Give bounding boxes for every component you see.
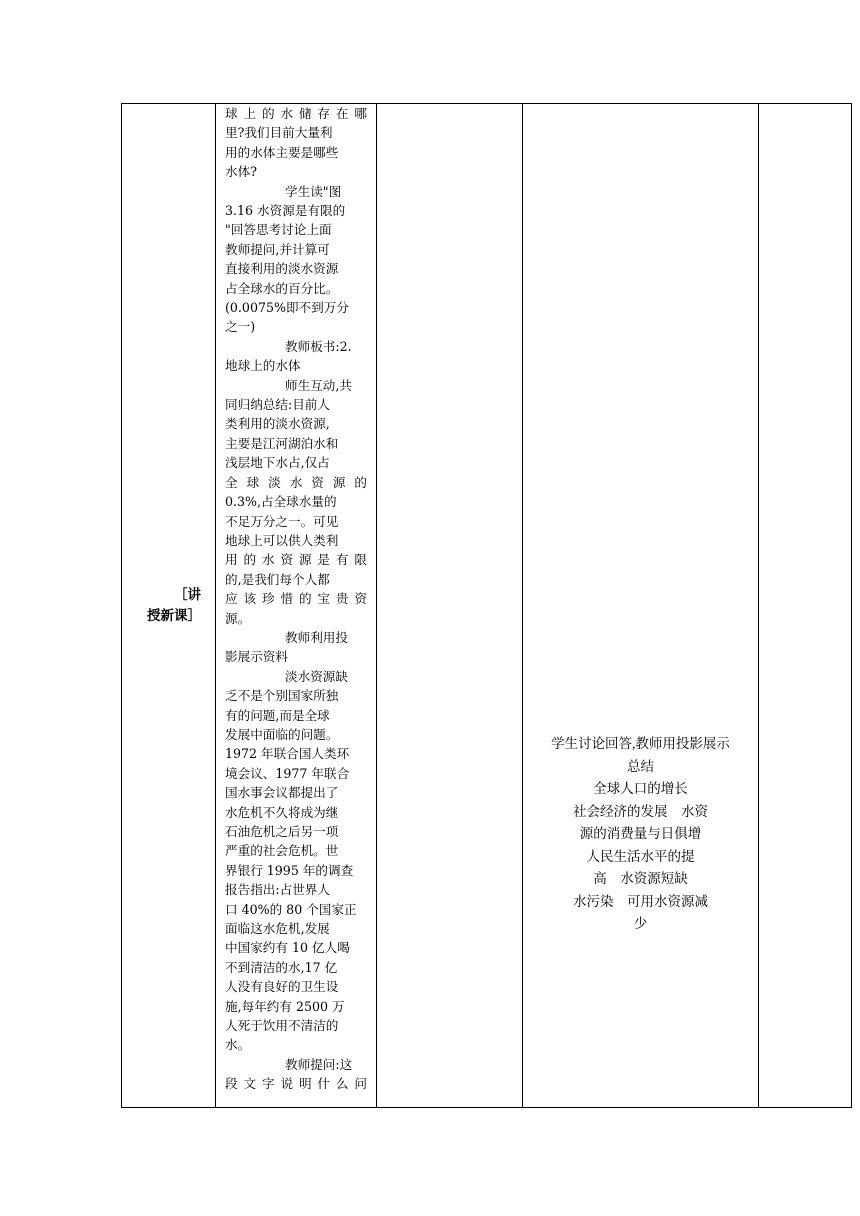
lesson-line: 发展中面临的问题。: [225, 726, 339, 742]
empty-cell: [759, 104, 852, 1108]
lesson-line: 施,每年约有 2500 万: [225, 998, 345, 1014]
lesson-line: 1972 年联合国人类环: [225, 746, 350, 762]
lesson-line: 报告指出:占世界人: [225, 882, 330, 898]
lesson-line: 口 40%的 80 个国家正: [225, 901, 357, 917]
lesson-line: 石油危机之后另一项: [225, 823, 339, 839]
lesson-line: 应该珍惜的宝贵资: [225, 591, 367, 607]
lesson-line: 人没有良好的卫生设: [225, 979, 339, 995]
lesson-line: 不到清洁的水,17 亿: [225, 959, 338, 975]
lesson-line: 中国家约有 10 亿人喝: [225, 940, 350, 956]
lesson-plan-table: [121, 103, 852, 1108]
section-label-line: 授新课］: [147, 607, 201, 624]
lesson-line: 主要是江河湖泊水和: [225, 435, 339, 451]
lesson-line: 界银行 1995 年的调查: [225, 862, 354, 878]
lesson-line: 全球淡水资源的: [225, 474, 367, 490]
response-line: 社会经济的发展 水资: [573, 803, 708, 819]
lesson-line: 教师提问,并计算可: [225, 241, 330, 257]
response-line: 源的消费量与日俱增: [579, 826, 702, 841]
lesson-line: 师生互动,共: [285, 377, 352, 393]
lesson-line: 0.3%,占全球水量的: [225, 494, 337, 510]
response-line: 高 水资源短缺: [593, 871, 688, 886]
lesson-line: 用的水资源是有限: [225, 552, 367, 568]
response-line: 人民生活水平的提: [586, 848, 695, 864]
section-label-cell: [122, 104, 216, 1108]
lesson-line: 乏不是个别国家所独: [225, 688, 339, 704]
lesson-line: 严重的社会危机。世: [225, 843, 339, 859]
lesson-line: 境会议、1977 年联合: [225, 765, 350, 781]
table-row: [122, 104, 852, 1108]
response-line: 水污染 可用水资源减: [573, 893, 708, 909]
response-line: 少: [633, 916, 648, 931]
student-response: [523, 733, 758, 936]
lesson-line: 人死于饮用不清洁的: [225, 1018, 339, 1034]
lesson-line: 球上的水储存在哪: [225, 106, 367, 121]
lesson-line: 学生读"图: [285, 183, 342, 199]
lesson-line: 水体?: [225, 164, 257, 180]
lesson-line: 教师提问:这: [285, 1056, 353, 1072]
lesson-line: 源。: [225, 610, 251, 626]
lesson-line: 3.16 水资源是有限的: [225, 203, 346, 219]
lesson-content-cell: [216, 104, 377, 1108]
response-line: 学生讨论回答,教师用投影展示: [551, 736, 730, 751]
lesson-line: 占全球水的百分比。: [225, 280, 339, 296]
lesson-line: 教师板书:2.: [285, 338, 352, 354]
lesson-line: 地球上可以供人类利: [225, 532, 339, 548]
lesson-line: (0.0075%即不到万分: [225, 300, 349, 316]
lesson-line: 有的问题,而是全球: [225, 707, 330, 723]
lesson-line: 同归纳总结:目前人: [225, 397, 330, 413]
response-line: 总结: [627, 758, 654, 774]
lesson-line: 不足万分之一。可见: [225, 513, 339, 529]
section-label-line: ［讲: [174, 586, 201, 603]
lesson-line: 国水事会议都提出了: [225, 785, 339, 801]
lesson-line: 影展示资料: [225, 649, 288, 665]
lesson-line: 水危机不久将成为继: [225, 804, 339, 820]
lesson-line: 教师利用投: [285, 629, 348, 645]
lesson-line: 之一): [225, 319, 256, 335]
lesson-content: [225, 104, 367, 1094]
lesson-line: 用的水体主要是哪些: [225, 144, 339, 160]
response-line: 全球人口的增长: [593, 781, 688, 796]
lesson-line: 地球上的水体: [225, 358, 301, 374]
lesson-line: 水。: [225, 1037, 251, 1053]
student-response-cell: [523, 104, 759, 1108]
lesson-line: 淡水资源缺: [285, 668, 348, 684]
lesson-line: 段文字说明什么问: [225, 1076, 367, 1092]
lesson-line: 面临这水危机,发展: [225, 921, 330, 936]
lesson-line: 里?我们目前大量利: [225, 125, 333, 141]
lesson-line: 类利用的淡水资源,: [225, 416, 330, 432]
empty-cell: [377, 104, 523, 1108]
lesson-line: 的,是我们每个人都: [225, 571, 330, 587]
lesson-line: 浅层地下水占,仅占: [225, 455, 330, 471]
lesson-line: "回答思考讨论上面: [225, 222, 332, 238]
lesson-line: 直接利用的淡水资源: [225, 261, 339, 277]
